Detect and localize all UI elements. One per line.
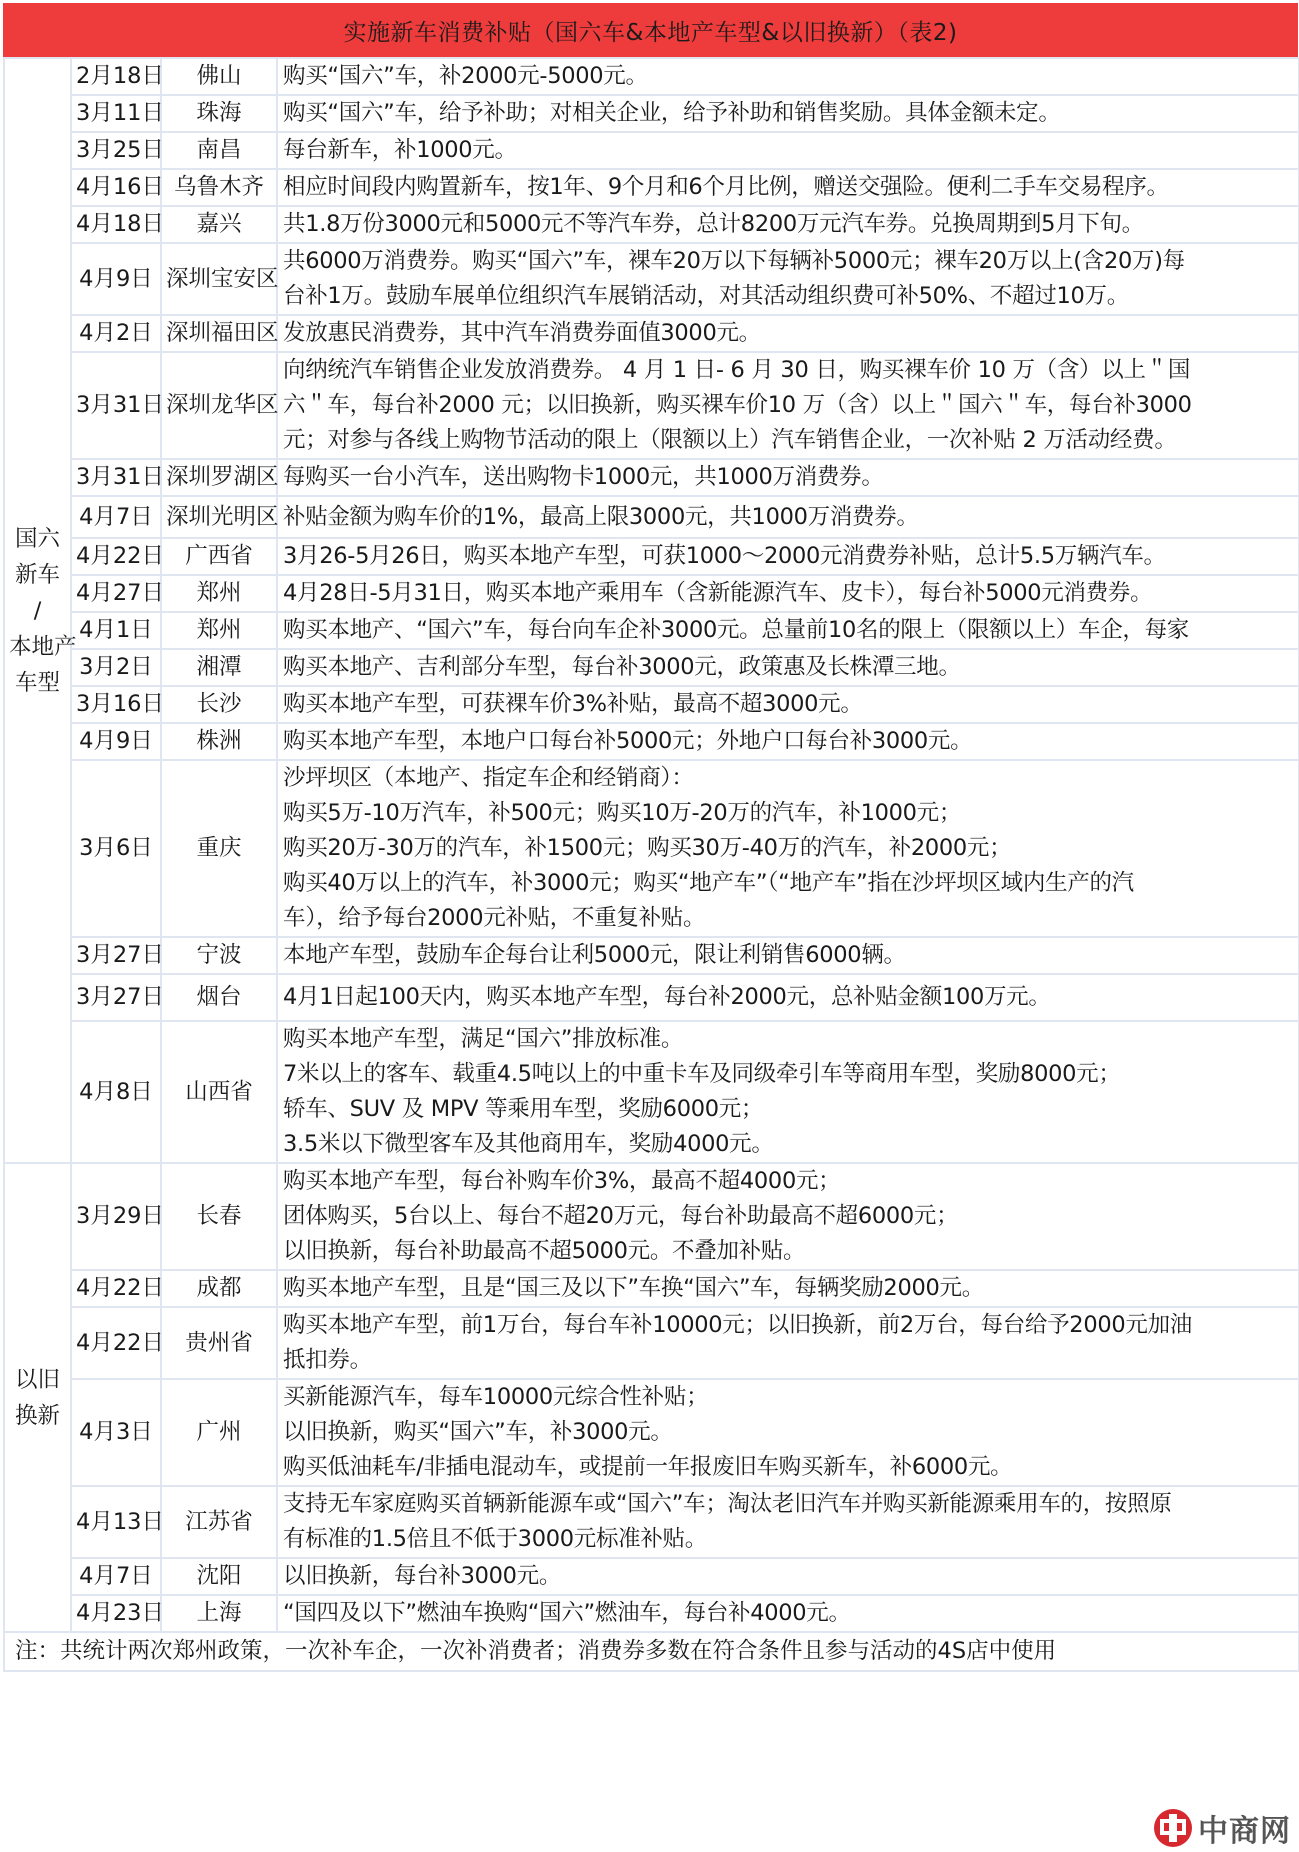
table-row [4,1021,1299,1163]
policy-line: 购买本地产车型，每台补购车价3%，最高不超4000元； [283,1168,841,1194]
policy-line: 买新能源汽车，每车10000元综合性补贴； [283,1384,709,1410]
category-label: 国六 [14,525,60,552]
policy-cell [277,352,1299,459]
city-cell: 深圳宝安区 [161,243,277,315]
note-row [4,1632,1299,1671]
policy-line: 购买本地产、“国六”车，每台向车企补3000元。总量前10名的限上（限额以上）车企，每家 [283,617,1190,643]
table-row [4,538,1299,575]
city-cell: 深圳福田区 [161,315,277,352]
table-row [4,575,1299,612]
policy-line: 购买40万以上的汽车，补3000元；购买“地产车”（“地产车”指在沙坪坝区域内生产的汽 [283,870,1134,896]
date-cell: 4月22日 [71,538,161,575]
category-label: 换新 [14,1402,60,1429]
table-row [4,937,1299,974]
policy-line: 以旧换新，每台补助最高不超5000元。不叠加补贴。 [283,1238,806,1264]
city-cell: 江苏省 [161,1486,277,1558]
date-cell: 2月18日 [71,58,161,95]
policy-line: 4月28日-5月31日，购买本地产乘用车（含新能源汽车、皮卡），每台补5000元消费券。 [283,580,1153,606]
policy-cell [277,1270,1299,1307]
policy-cell [277,937,1299,974]
policy-line: 支持无车家庭购买首辆新能源车或“国六”车；淘汰老旧汽车并购买新能源乘用车的，按照原 [283,1491,1172,1517]
policy-line: 7米以上的客车、载重4.5吨以上的中重卡车及同级牵引车等商用车型，奖励8000元； [283,1061,1121,1087]
policy-line: “国四及以下”燃油车换购“国六”燃油车，每台补4000元。 [283,1600,851,1626]
city-cell: 贵州省 [161,1307,277,1379]
city-cell: 广州 [161,1379,277,1486]
date-cell: 4月9日 [71,723,161,760]
policy-cell [277,243,1299,315]
date-cell: 3月31日 [71,352,161,459]
category-cell [4,1163,71,1632]
date-cell: 4月18日 [71,206,161,243]
date-cell: 4月22日 [71,1270,161,1307]
policy-cell [277,723,1299,760]
policy-line: 购买本地产、吉利部分车型，每台补3000元，政策惠及长株潭三地。 [283,654,961,680]
policy-cell [277,575,1299,612]
date-cell: 3月27日 [71,974,161,1021]
city-cell: 烟台 [161,974,277,1021]
city-cell: 郑州 [161,575,277,612]
policy-line: 向纳统汽车销售企业发放消费券。 4 月 1 日- 6 月 30 日，购买裸车价 10 万（含）以上＂国 [283,357,1191,383]
table-row [4,243,1299,315]
policy-line: 以旧换新，每台补3000元。 [283,1563,562,1589]
policy-line: 共6000万消费券。购买“国六”车，裸车20万以下每辆补5000元；裸车20万以上(含20万)每 [283,248,1185,274]
date-cell: 3月31日 [71,459,161,496]
category-cell [4,58,77,1163]
table-row [4,974,1299,1021]
table-row [4,206,1299,243]
policy-cell [277,95,1299,132]
policy-line: 轿车、SUV 及 MPV 等乘用车型，奖励6000元； [283,1096,764,1122]
table-row [4,649,1299,686]
date-cell: 4月27日 [71,575,161,612]
policy-cell [277,1595,1299,1632]
table-row [4,58,1299,95]
city-cell: 珠海 [161,95,277,132]
city-cell: 沈阳 [161,1558,277,1595]
policy-cell [277,612,1299,649]
policy-line: 购买本地产车型，且是“国三及以下”车换“国六”车，每辆奖励2000元。 [283,1275,984,1301]
policy-line: 购买本地产车型，本地户口每台补5000元；外地户口每台补3000元。 [283,728,973,754]
subsidy-table [3,57,1299,1672]
policy-line: 购买本地产车型，可获裸车价3%补贴，最高不超3000元。 [283,691,863,717]
date-cell: 3月27日 [71,937,161,974]
city-cell: 成都 [161,1270,277,1307]
policy-line: 车），给予每台2000元补贴，不重复补贴。 [283,905,706,931]
table-row [4,1486,1299,1558]
policy-line: 每台新车，补1000元。 [283,137,517,163]
table-row [4,1558,1299,1595]
policy-cell [277,1307,1299,1379]
policy-cell [277,1486,1299,1558]
policy-line: 发放惠民消费券，其中汽车消费券面值3000元。 [283,320,761,346]
policy-line: 以旧换新，购买“国六”车，补3000元。 [283,1419,673,1445]
date-cell: 4月3日 [71,1379,161,1486]
table-row [4,686,1299,723]
city-cell: 深圳罗湖区 [161,459,277,496]
date-cell: 4月2日 [71,315,161,352]
date-cell: 4月7日 [71,496,161,538]
policy-cell [277,459,1299,496]
date-cell: 4月16日 [71,169,161,206]
category-label: / [33,597,42,624]
city-cell: 乌鲁木齐 [161,169,277,206]
city-cell: 上海 [161,1595,277,1632]
table-row [4,315,1299,352]
city-cell: 广西省 [161,538,277,575]
policy-cell [277,132,1299,169]
policy-cell [277,686,1299,723]
category-label: 以旧 [14,1366,60,1393]
table-row [4,760,1299,937]
category-label: 本地产 [9,633,77,660]
policy-line: 补贴金额为购车价的1%，最高上限3000元，共1000万消费券。 [283,503,919,530]
table-row [4,1595,1299,1632]
policy-line: 相应时间段内购置新车，按1年、9个月和6个月比例，赠送交强险。便利二手车交易程序。 [283,174,1169,200]
table-row [4,95,1299,132]
date-cell: 4月9日 [71,243,161,315]
city-cell: 深圳光明区 [161,496,277,538]
watermark-text: 中商网 [1198,1814,1291,1849]
policy-line: 购买“国六”车，补2000元-5000元。 [283,63,648,89]
policy-line: 购买本地产车型，前1万台，每台车补10000元；以旧换新，前2万台，每台给予2000元加油 [283,1312,1192,1338]
city-cell: 株洲 [161,723,277,760]
policy-cell [277,206,1299,243]
date-cell: 4月1日 [71,612,161,649]
policy-line: 台补1万。鼓励车展单位组织汽车展销活动，对其活动组织费可补50%、不超过10万。 [283,283,1129,309]
city-cell: 佛山 [161,58,277,95]
date-cell: 3月6日 [71,760,161,937]
footnote: 注：共统计两次郑州政策，一次补车企，一次补消费者；消费券多数在符合条件且参与活动的4S店中使用 [4,1632,1299,1671]
city-cell: 山西省 [161,1021,277,1163]
city-cell: 长春 [161,1163,277,1270]
table-title: 实施新车消费补贴（国六车&本地产车型&以旧换新）（表2) [3,3,1298,57]
city-cell: 长沙 [161,686,277,723]
date-cell: 3月11日 [71,95,161,132]
policy-line: 有标准的1.5倍且不低于3000元标准补贴。 [283,1526,707,1552]
policy-line: 购买20万-30万的汽车，补1500元；购买30万-40万的汽车，补2000元； [283,835,1012,861]
watermark [1152,1806,1291,1850]
policy-line: 3.5米以下微型客车及其他商用车，奖励4000元。 [283,1131,774,1157]
table-row [4,723,1299,760]
policy-line: 抵扣券。 [283,1347,372,1373]
policy-line: 团体购买，5台以上、每台不超20万元，每台补助最高不超6000元； [283,1203,959,1229]
table-row [4,496,1299,538]
date-cell: 3月25日 [71,132,161,169]
policy-cell [277,538,1299,575]
policy-cell [277,58,1299,95]
city-cell: 湘潭 [161,649,277,686]
policy-line: 购买低油耗车/非插电混动车，或提前一年报废旧车购买新车，补6000元。 [283,1454,1013,1480]
policy-cell [277,169,1299,206]
date-cell: 4月13日 [71,1486,161,1558]
zhongshang-logo-icon [1152,1807,1194,1849]
policy-cell [277,1163,1299,1270]
date-cell: 3月2日 [71,649,161,686]
policy-cell [277,496,1299,538]
policy-line: 元；对参与各线上购物节活动的限上（限额以上）汽车销售企业，一次补贴 2 万活动经费。 [283,427,1177,453]
policy-cell [277,1021,1299,1163]
policy-line: 沙坪坝区（本地产、指定车企和经销商）： [283,765,694,791]
table-row [4,132,1299,169]
date-cell: 3月16日 [71,686,161,723]
policy-cell [277,1558,1299,1595]
policy-line: 3月26-5月26日，购买本地产车型，可获1000～2000元消费券补贴，总计5.5万辆汽车。 [283,543,1166,569]
category-label: 新车 [14,561,60,588]
city-cell: 郑州 [161,612,277,649]
table-row [4,1270,1299,1307]
category-label: 车型 [14,669,60,696]
table-row [4,612,1299,649]
table-row [4,352,1299,459]
date-cell: 4月8日 [71,1021,161,1163]
policy-cell [277,649,1299,686]
policy-line: 购买本地产车型，满足“国六”排放标准。 [283,1026,684,1052]
policy-line: 六＂车，每台补2000 元；以旧换新，购买裸车价10 万（含）以上＂国六＂车，每台补3000 [283,392,1192,418]
policy-line: 购买“国六”车，给予补助；对相关企业，给予补助和销售奖励。具体金额未定。 [283,100,1061,126]
city-cell: 宁波 [161,937,277,974]
policy-cell [277,760,1299,937]
date-cell: 3月29日 [71,1163,161,1270]
policy-line: 共1.8万份3000元和5000元不等汽车券，总计8200万元汽车券。兑换周期到5月下旬。 [283,211,1144,237]
policy-cell [277,315,1299,352]
policy-line: 本地产车型，鼓励车企每台让利5000元，限让利销售6000辆。 [283,942,906,968]
city-cell: 深圳龙华区 [161,352,277,459]
policy-cell [277,1379,1299,1486]
date-cell: 4月22日 [71,1307,161,1379]
table-row [4,169,1299,206]
date-cell: 4月23日 [71,1595,161,1632]
table-row [4,459,1299,496]
city-cell: 嘉兴 [161,206,277,243]
policy-line: 每购买一台小汽车，送出购物卡1000元，共1000万消费券。 [283,464,884,490]
policy-cell [277,974,1299,1021]
table-row [4,1163,1299,1270]
table-body [4,58,1299,1671]
policy-line: 购买5万-10万汽车，补500元；购买10万-20万的汽车，补1000元； [283,800,962,826]
city-cell: 南昌 [161,132,277,169]
table-row [4,1379,1299,1486]
date-cell: 4月7日 [71,1558,161,1595]
policy-line: 4月1日起100天内，购买本地产车型，每台补2000元，总补贴金额100万元。 [283,984,1051,1010]
city-cell: 重庆 [161,760,277,937]
table-row [4,1307,1299,1379]
